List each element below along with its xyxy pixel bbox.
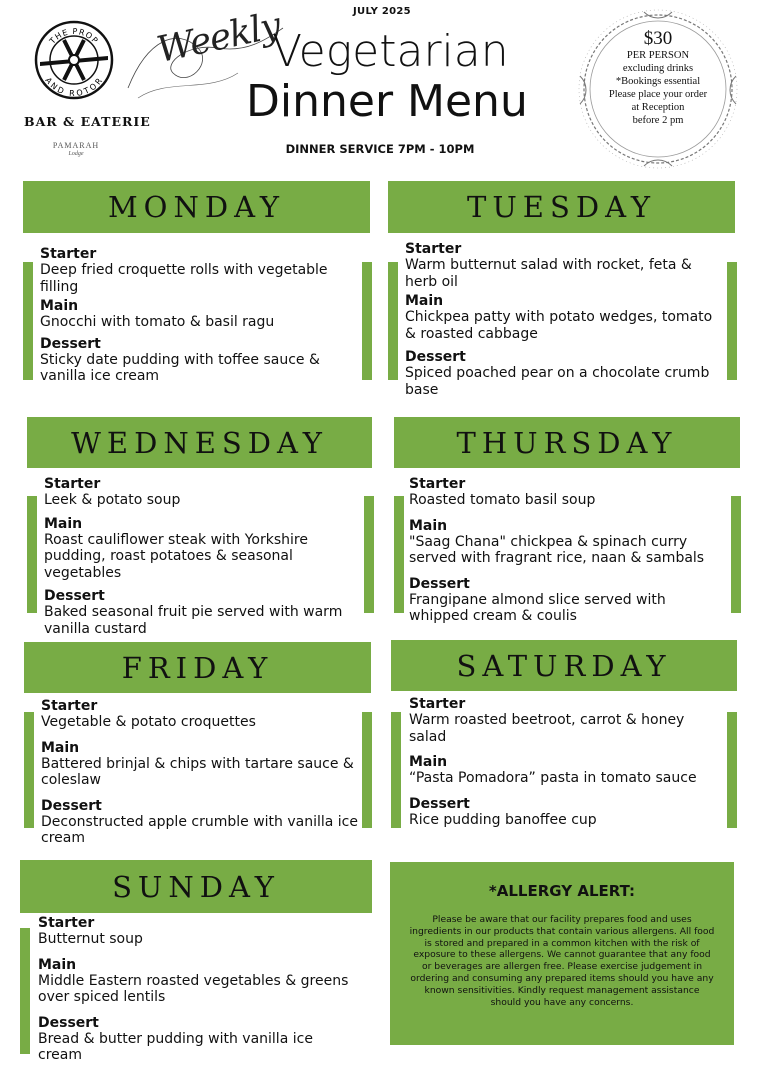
lodge-name: PAMARAH [52,141,100,150]
day-header-sunday: SUNDAY [20,860,372,913]
accent-bar [394,496,404,613]
main-label: Main [409,517,448,534]
menu-monday [40,246,356,385]
main-dish: Chickpea patty with potato wedges, tomato & roasted cabbage [405,309,713,342]
main-label: Main [409,754,448,770]
dessert-label: Dessert [44,588,105,604]
price-note: excluding drinks [622,63,694,74]
starter-dish: Deep fried croquette rolls with vegetable filling [40,262,328,295]
day-header-thursday: THURSDAY [394,417,740,468]
menu-wednesday [44,476,362,637]
starter-dish: Warm butternut salad with rocket, feta & herb oil [405,257,692,290]
logo-text-bottom: AND ROTOR [43,75,105,99]
dessert-label: Dessert [409,575,470,592]
starter-label: Starter [405,241,462,257]
menu-tuesday [405,241,723,398]
starter-label: Starter [41,698,98,714]
lodge-sub: Lodge [68,151,84,157]
starter-dish: Warm roasted beetroot, carrot & honey salad [409,712,685,745]
dessert-label: Dessert [38,1014,99,1031]
dessert-label: Dessert [40,335,101,352]
dessert-dish: Rice pudding banoffee cup [409,811,597,828]
main-dish: Battered brinjal & chips with tartare sauce & coleslaw [41,755,354,788]
menu-sunday [38,915,360,1064]
day-header-monday: MONDAY [23,181,370,233]
menu-thursday [409,476,727,625]
accent-bar [731,496,741,613]
main-dish: Roast cauliflower steak with Yorkshire pudding, roast potatoes & seasonal vegetables [44,531,308,581]
accent-bar [364,496,374,613]
main-dish: “Pasta Pomadora” pasta in tomato sauce [409,770,697,786]
starter-label: Starter [44,476,101,492]
accent-bar [20,928,30,1054]
day-header-saturday: SATURDAY [391,640,737,691]
accent-bar [362,712,372,828]
dessert-dish: Baked seasonal fruit pie served with warm vanilla custard [44,604,343,637]
starter-label: Starter [40,246,97,262]
starter-label: Starter [409,476,466,492]
dessert-dish: Spiced poached pear on a chocolate crumb base [405,365,710,398]
accent-bar [391,712,401,828]
bar-name: BAR & EATERIE [24,114,151,129]
order-note-1: Please place your order [608,89,708,100]
dessert-label: Dessert [405,349,466,365]
starter-dish: Vegetable & potato croquettes [41,714,256,730]
accent-bar [388,262,398,380]
title-line-2: Dinner Menu [246,76,528,127]
price: $30 [643,28,673,49]
main-dish: Middle Eastern roasted vegetables & greens over spiced lentils [38,972,349,1005]
menu-friday [41,698,361,847]
svg-text:AND ROTOR [43,76,104,98]
main-label: Main [44,515,83,532]
order-note-2: at Reception [631,102,685,113]
day-header-wednesday: WEDNESDAY [27,417,372,468]
dessert-dish: Sticky date pudding with toffee sauce & vanilla ice cream [40,351,320,384]
menu-saturday [409,696,725,828]
service-hours: DINNER SERVICE 7PM - 10PM [285,142,475,156]
dessert-label: Dessert [41,797,102,814]
order-note-3: before 2 pm [632,115,684,126]
main-label: Main [40,298,79,314]
price-badge [594,28,722,127]
day-header-tuesday: TUESDAY [388,181,735,233]
accent-bar [362,262,372,380]
dessert-dish: Frangipane almond slice served with whipped cream & coulis [409,591,666,624]
accent-bar [24,712,34,828]
accent-bar [27,496,37,613]
main-dish: "Saag Chana" chickpea & spinach curry served with fragrant rice, naan & sambals [409,533,705,566]
main-label: Main [405,293,444,309]
accent-bar [727,262,737,380]
menu-date: JULY 2025 [353,6,411,17]
accent-bar [727,712,737,828]
prop-and-rotor-logo [34,20,114,100]
main-dish: Gnocchi with tomato & basil ragu [40,314,275,330]
accent-bar [23,262,33,380]
logo-text-top: THE PROP [47,26,101,46]
starter-label: Starter [409,696,466,712]
booking-note: *Bookings essential [615,76,701,87]
starter-dish: Leek & potato soup [44,492,181,508]
main-label: Main [41,739,80,756]
dessert-dish: Deconstructed apple crumble with vanilla ice cream [41,813,358,846]
price-per-person: PER PERSON [626,50,690,61]
starter-dish: Roasted tomato basil soup [409,492,596,508]
title-line-1: Vegetarian [272,26,509,77]
allergy-title: *ALLERGY ALERT: [488,882,636,900]
starter-label: Starter [38,915,95,931]
dessert-dish: Bread & butter pudding with vanilla ice cream [38,1030,313,1063]
day-header-friday: FRIDAY [24,642,371,693]
starter-dish: Butternut soup [38,931,143,947]
main-label: Main [38,956,77,973]
allergy-body: Please be aware that our facility prepares food and uses ingredients in our products that contain various allergens. All food is stored and prepared in a common kitchen with the risk of exposure to these allergens. We cannot guarantee that any food or beverages are allergen free. Please exercise judgement in ordering and consuming any prepared items should you have any known sensitivities. Kindly request management assistance should you have any concerns. [409,914,715,1008]
lodge-logo [48,141,104,159]
dessert-label: Dessert [409,795,470,812]
weekly-script: Weekly [153,5,284,72]
